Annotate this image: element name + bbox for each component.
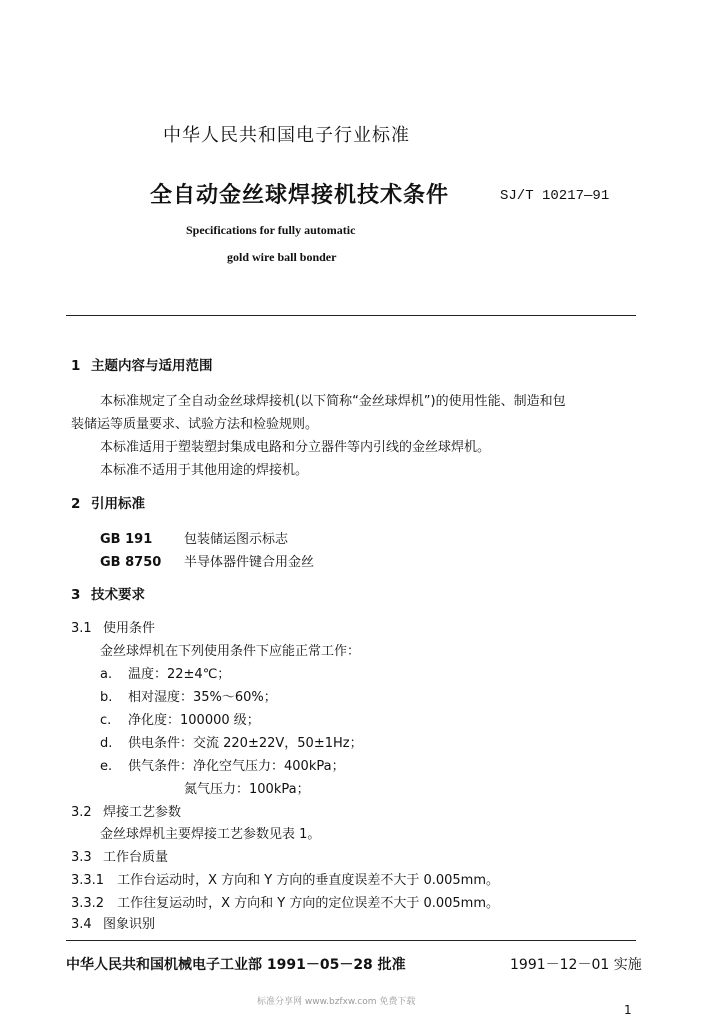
- clause-3-3-2: 3.3.2 工作往复运动时，X 方向和 Y 方向的定位误差不大于 0.005mm。: [71, 896, 499, 911]
- reference-code: GB 8750: [100, 555, 162, 570]
- effective-date: 1991－12－01 实施: [510, 957, 642, 973]
- footer-divider: [66, 940, 636, 941]
- subsection-title: 焊接工艺参数: [103, 805, 182, 820]
- subsection-3-2-heading: [71, 801, 181, 820]
- section-number: 2: [71, 496, 81, 512]
- subsection-3-4-heading: [71, 913, 155, 932]
- english-title-line-2: gold wire ball bonder: [227, 250, 337, 264]
- subsection-number: 3.3: [71, 850, 92, 865]
- approval-line: 中华人民共和国机械电子工业部 1991－05－28 批准: [66, 957, 406, 973]
- condition-marker: b.: [100, 690, 113, 705]
- condition-marker: d.: [100, 736, 113, 751]
- condition-marker: c.: [100, 713, 112, 728]
- subsection-title: 使用条件: [103, 621, 156, 636]
- issuing-authority-line: 中华人民共和国电子行业标准: [163, 125, 410, 146]
- section-title: 引用标准: [91, 496, 145, 512]
- condition-text: 供气条件：净化空气压力：400kPa；: [128, 759, 345, 774]
- condition-item: [100, 686, 277, 705]
- condition-text: 温度：22±4℃；: [128, 667, 231, 682]
- header-divider: [66, 315, 636, 316]
- section-number: 1: [71, 358, 81, 374]
- section-1-heading: [71, 354, 213, 374]
- section-2-heading: [71, 492, 145, 512]
- standard-code: SJ/T 10217—91: [500, 188, 610, 204]
- reference-row: [100, 551, 314, 570]
- subsection-3-3-heading: [71, 846, 168, 865]
- section-3-heading: [71, 583, 145, 603]
- watermark: 标准分享网 www.bzfxw.com 免费下载: [257, 997, 416, 1007]
- subsection-number: 3.4: [71, 917, 92, 932]
- subsection-number: 3.2: [71, 805, 92, 820]
- english-title-line-1: Specifications for fully automatic: [186, 223, 356, 237]
- condition-marker: a.: [100, 667, 113, 682]
- section-1-paragraph-1a: 本标准规定了全自动金丝球焊接机(以下简称“金丝球焊机”)的使用性能、制造和包: [100, 394, 566, 409]
- clause-3-3-1: 3.3.1 工作台运动时，X 方向和 Y 方向的垂直度误差不大于 0.005mm。: [71, 873, 499, 888]
- condition-item: [100, 663, 230, 682]
- section-title: 技术要求: [91, 587, 145, 603]
- section-1-paragraph-3: 本标准不适用于其他用途的焊接机。: [100, 463, 309, 478]
- section-1-paragraph-2: 本标准适用于塑装塑封集成电路和分立器件等内引线的金丝球焊机。: [100, 440, 491, 455]
- nitrogen-pressure-line: 氮气压力：100kPa；: [184, 782, 310, 797]
- subsection-title: 工作台质量: [103, 850, 169, 865]
- condition-item: [100, 732, 363, 751]
- reference-row: [100, 528, 288, 547]
- reference-title: 包装储运图示标志: [184, 532, 289, 547]
- reference-code: GB 191: [100, 532, 153, 547]
- subsection-number: 3.1: [71, 621, 92, 636]
- subsection-3-2-text: 金丝球焊机主要焊接工艺参数见表 1。: [100, 827, 321, 842]
- reference-title: 半导体器件键合用金丝: [184, 555, 315, 570]
- subsection-3-1-intro: 金丝球焊机在下列使用条件下应能正常工作：: [100, 644, 361, 659]
- section-title: 主题内容与适用范围: [91, 358, 213, 374]
- condition-text: 供电条件：交流 220±22V，50±1Hz；: [128, 736, 363, 751]
- condition-text: 净化度：100000 级；: [128, 713, 260, 728]
- standard-title: 全自动金丝球焊接机技术条件: [150, 183, 450, 208]
- subsection-3-1-heading: [71, 617, 155, 636]
- page-number: 1: [624, 1003, 632, 1017]
- condition-item: [100, 755, 345, 774]
- subsection-title: 图象识别: [103, 917, 156, 932]
- condition-item: [100, 709, 260, 728]
- section-1-paragraph-1b: 装储运等质量要求、试验方法和检验规则。: [71, 417, 319, 432]
- condition-text: 相对湿度：35%～60%；: [128, 690, 277, 705]
- section-number: 3: [71, 587, 81, 603]
- condition-marker: e.: [100, 759, 113, 774]
